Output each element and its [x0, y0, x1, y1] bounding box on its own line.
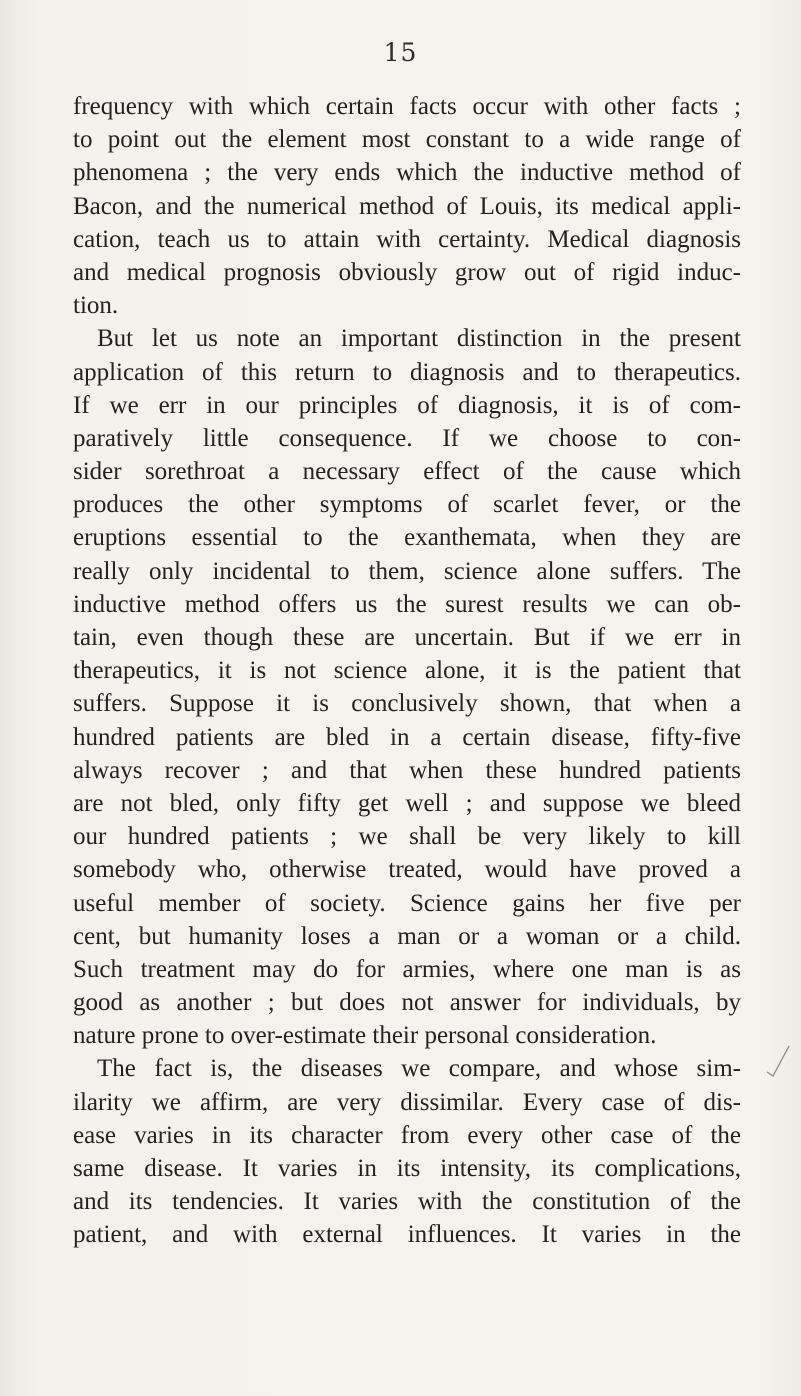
text-line: tion. [73, 292, 119, 320]
text-line: paratively little consequence. If we choose to con- [73, 424, 741, 452]
text-line: frequency with which certain facts occur with other facts ; [73, 93, 741, 120]
text-line: tain, even though these are uncertain. But if we err in [73, 624, 741, 651]
text-line: ease varies in its character from every other case of the [73, 1121, 741, 1149]
text-line: sider sorethroat a necessary effect of the cause which [73, 458, 741, 486]
page-number: 15 [383, 38, 418, 67]
body-text [73, 90, 741, 1252]
text-line: to point out the element most constant to a wide range of [73, 126, 741, 154]
margin-pencil-mark [765, 1042, 791, 1082]
text-line: same disease. It varies in its intensity, its complications, [73, 1155, 741, 1182]
text-line: and its tendencies. It varies with the constitution of the [73, 1188, 741, 1216]
text-line: cent, but humanity loses a man or a woman or a child. [73, 922, 741, 950]
text-line: useful member of society. Science gains her five per [73, 889, 741, 917]
text-line: produces the other symptoms of scarlet fever, or the [73, 491, 741, 519]
text-line: nature prone to over-estimate their personal consideration. [73, 1022, 657, 1050]
text-line: The fact is, the diseases we compare, and whose sim- [97, 1055, 741, 1083]
text-line: therapeutics, it is not science alone, it is the patient that [73, 657, 741, 685]
text-line: somebody who, otherwise treated, would have proved a [73, 856, 741, 884]
text-line: But let us note an important distinction in the present [97, 325, 741, 353]
text-line: and medical prognosis obviously grow out of rigid induc- [73, 258, 741, 286]
text-line: always recover ; and that when these hundred patients [73, 756, 741, 784]
text-line: If we err in our principles of diagnosis, it is of com- [73, 391, 741, 419]
text-line: suffers. Suppose it is conclusively shown, that when a [73, 690, 741, 718]
text-line: cation, teach us to attain with certainty. Medical diagnosis [73, 225, 741, 253]
text-line: are not bled, only fifty get well ; and suppose we bleed [73, 789, 741, 817]
text-line: good as another ; but does not answer for individuals, by [73, 989, 741, 1017]
text-line: hundred patients are bled in a certain disease, fifty-five [73, 723, 741, 751]
text-line: application of this return to diagnosis and to therapeutics. [73, 358, 741, 386]
text-line: Bacon, and the numerical method of Louis, its medical appli- [73, 192, 741, 220]
text-line: ilarity we affirm, are very dissimilar. Every case of dis- [73, 1088, 741, 1116]
text-line: inductive method offers us the surest results we can ob- [73, 590, 741, 618]
text-line: Such treatment may do for armies, where one man is as [73, 955, 741, 983]
text-line: really only incidental to them, science alone suffers. The [73, 557, 741, 585]
text-line: patient, and with external influences. It varies in the [73, 1221, 741, 1249]
text-line: eruptions essential to the exanthemata, when they are [73, 524, 741, 552]
text-line: phenomena ; the very ends which the inductive method of [73, 159, 741, 187]
text-line: our hundred patients ; we shall be very likely to kill [73, 823, 741, 851]
